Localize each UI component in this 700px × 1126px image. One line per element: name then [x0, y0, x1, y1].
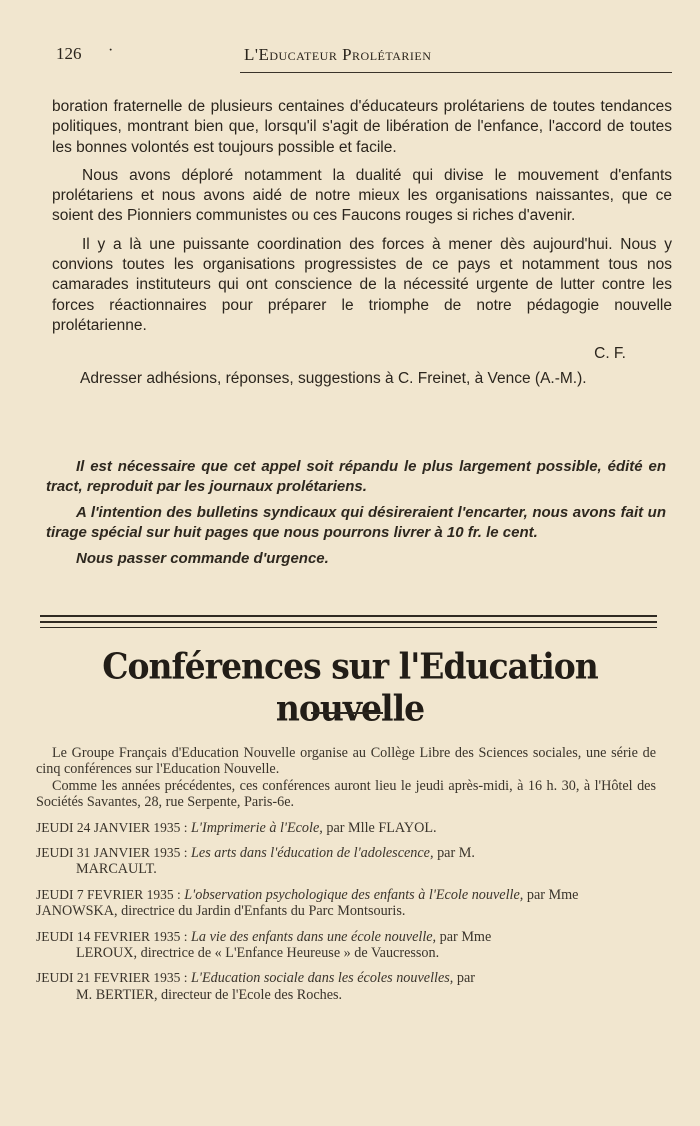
conference-item	[36, 929, 656, 962]
header-rule	[240, 72, 672, 73]
note-paragraph: Il est nécessaire que cet appel soit répandu le plus largement possible, édité en tract, reproduit par les journaux prolétariens.	[46, 458, 666, 495]
conference-date: JEUDI 24 JANVIER 1935 :	[36, 819, 188, 835]
conference-section	[36, 745, 656, 1003]
conference-item	[36, 887, 656, 920]
intro-paragraph: Le Groupe Français d'Education Nouvelle organise au Collège Libre des Sciences sociales, une série de cinq conférences sur l'Education Nouvelle.	[36, 745, 656, 778]
header-separator: ·	[108, 42, 114, 59]
conference-speaker: par Mme	[436, 928, 492, 945]
letter-text	[52, 97, 672, 397]
appeal-note	[46, 457, 666, 575]
conference-date: JEUDI 7 FEVRIER 1935 :	[36, 886, 181, 902]
conference-subject: L'Imprimerie à l'Ecole,	[191, 819, 323, 836]
conference-item	[36, 970, 656, 1003]
section-title: Conférences sur l'Education nouvelle	[102, 644, 598, 730]
signature: C. F.	[594, 345, 626, 363]
conference-item	[36, 845, 656, 878]
conference-speaker: par M.	[433, 845, 475, 862]
conference-date: JEUDI 31 JANVIER 1935 :	[36, 845, 188, 861]
letter-paragraph: boration fraternelle de plusieurs centaines d'éducateurs prolétariens de toutes tendances politiques, montrant bien que, lorsqu'il s'agit de libération de l'enfance, l'accord de toutes les bonnes volontés est toujours possible et facile.	[52, 98, 672, 156]
letter-paragraph: Nous avons déploré notamment la dualité qui divise le mouvement d'enfants prolétariens et nous avons aidé de notre mieux les organisations naissantes, que ce soient des Pionniers communistes ou ces Faucons rouges si riches d'avenir.	[52, 166, 672, 225]
conference-subject: La vie des enfants dans une école nouvelle,	[191, 928, 437, 945]
conference-date: JEUDI 21 FEVRIER 1935 :	[36, 970, 188, 986]
conference-item	[36, 820, 656, 836]
conference-subject: L'observation psychologique des enfants à l'Ecole nouvelle,	[184, 886, 524, 903]
title-rule	[311, 712, 383, 714]
letter-paragraph: Il y a là une puissante coordination des forces à mener dès aujourd'hui. Nous y convions toutes les organisations progressistes de ce pays et notamment tous nos camarades instituteurs qui ont conscience de la nécessité urgente de lutter contre les forces réactionnaires pour préparer le triomphe de notre pédagogie nouvelle prolétarienne.	[52, 235, 672, 334]
section-divider	[40, 615, 657, 630]
note-paragraph: Nous passer commande d'urgence.	[76, 550, 329, 567]
conference-speaker: par Mme JANOWSKA, directrice du Jardin d'Enfants du Parc Montsouris.	[36, 886, 579, 920]
page-number: 126	[56, 44, 82, 63]
conference-speaker: par Mlle FLAYOL.	[322, 819, 437, 836]
note-paragraph: A l'intention des bulletins syndicaux qui désireraient l'encarter, nous avons fait un tirage spécial sur huit pages que nous pourrons livrer à 10 fr. le cent.	[46, 504, 666, 541]
conference-date: JEUDI 14 FEVRIER 1935 :	[36, 928, 188, 944]
conference-subject: L'Education sociale dans les écoles nouvelles,	[191, 970, 454, 987]
conference-speaker-cont: LEROUX, directrice de « L'Enfance Heureuse » de Vaucresson.	[76, 945, 440, 962]
conference-speaker-cont: M. BERTIER, directeur de l'Ecole des Roches.	[76, 986, 343, 1003]
address-line: Adresser adhésions, réponses, suggestions à C. Freinet, à Vence (A.-M.).	[80, 369, 587, 387]
conference-speaker: par	[453, 970, 476, 987]
conference-subject: Les arts dans l'éducation de l'adolescence,	[191, 845, 434, 862]
conference-speaker-cont: MARCAULT.	[76, 861, 157, 878]
running-head	[52, 40, 672, 74]
journal-title: L'Educateur Prolétarien	[244, 45, 432, 64]
intro-paragraph: Comme les années précédentes, ces conférences auront lieu le jeudi après-midi, à 16 h. 30, à l'Hôtel des Sociétés Savantes, 28, rue Serpente, Paris-6e.	[36, 777, 656, 811]
